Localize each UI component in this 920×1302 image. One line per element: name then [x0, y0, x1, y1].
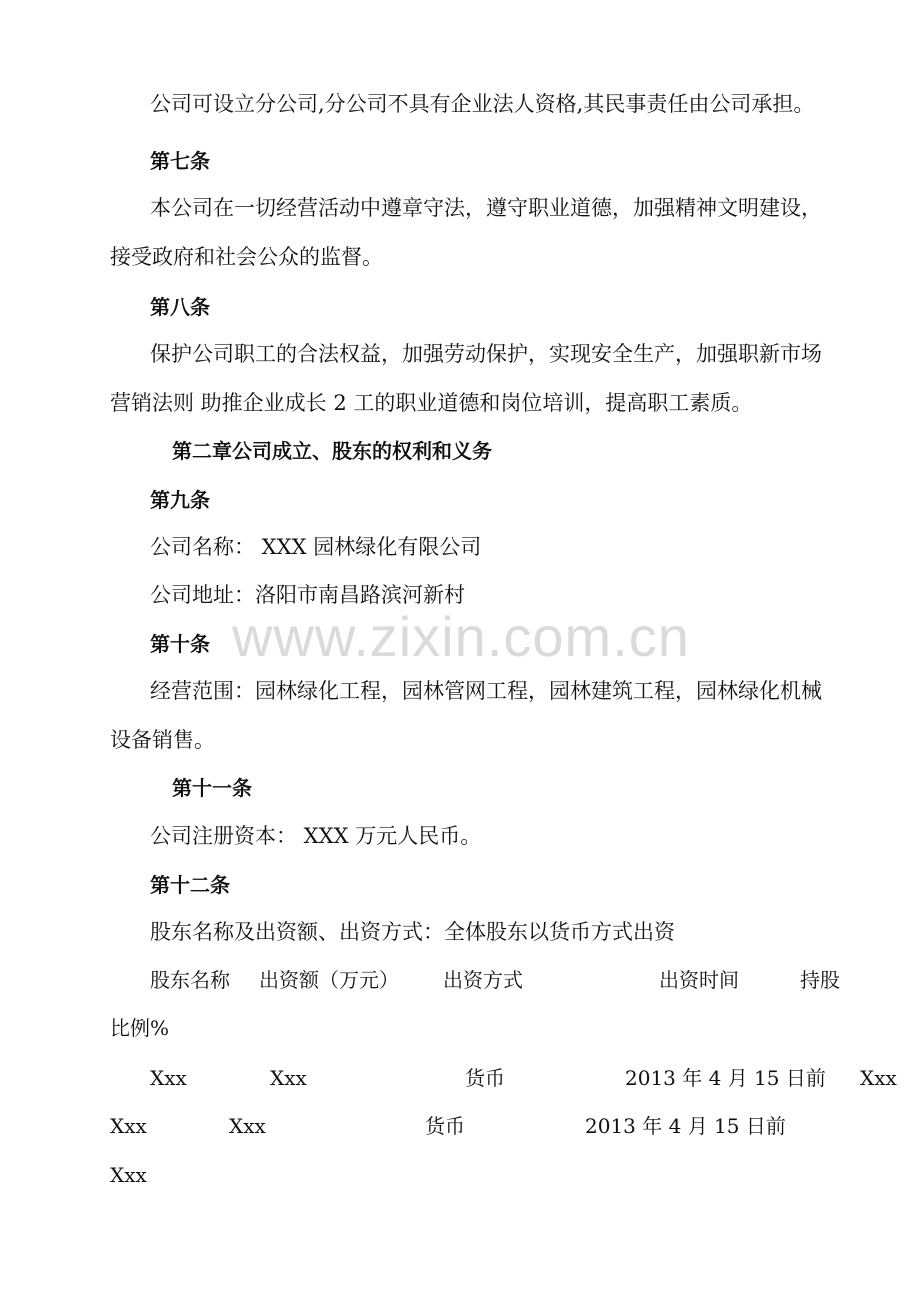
- article-11-title: 第十一条: [172, 776, 252, 800]
- article-8-line-1: 保护公司职工的合法权益，加强劳动保护，实现安全生产，加强职新市场: [150, 342, 822, 366]
- table-row-2-name: Xxx: [110, 1114, 147, 1138]
- table-header-share-wrap: 比例%: [110, 1016, 170, 1040]
- paragraph-branch-company: 公司可设立分公司,分公司不具有企业法人资格,其民事责任由公司承担。: [150, 92, 815, 116]
- table-row-1-amount: Xxx: [270, 1066, 307, 1090]
- table-row-2-time: 2013 年 4 月 15 日前: [585, 1114, 786, 1138]
- table-row-2-amount: Xxx: [229, 1114, 266, 1138]
- article-7-title: 第七条: [150, 149, 210, 173]
- watermark: www.zixin.com.cn: [232, 605, 690, 668]
- table-header-name: 股东名称: [150, 968, 230, 992]
- article-10-title: 第十条: [150, 632, 210, 656]
- registered-capital-line: 公司注册资本： XXX 万元人民币。: [150, 824, 482, 848]
- table-row-2-share: Xxx: [110, 1163, 147, 1187]
- article-8-title: 第八条: [150, 295, 210, 319]
- table-header-method: 出资方式: [443, 968, 523, 992]
- table-header-share: 持股: [800, 968, 840, 992]
- table-header-amount: 出资额（万元）: [259, 968, 399, 992]
- table-row-1-share: Xxx: [860, 1066, 897, 1090]
- article-7-line-1: 本公司在一切经营活动中遵章守法，遵守职业道德，加强精神文明建设，: [150, 196, 822, 220]
- article-7-line-2: 接受政府和社会公众的监督。: [110, 245, 383, 269]
- table-row-1-name: Xxx: [150, 1066, 187, 1090]
- company-address-line: 公司地址：洛阳市南昌路滨河新村: [150, 583, 465, 607]
- shareholder-intro-line: 股东名称及出资额、出资方式：全体股东以货币方式出资: [150, 920, 675, 944]
- company-name-line: 公司名称： XXX 园林绿化有限公司: [150, 535, 482, 559]
- business-scope-line-2: 设备销售。: [110, 728, 215, 752]
- table-header-time: 出资时间: [659, 968, 739, 992]
- article-9-title: 第九条: [150, 488, 210, 512]
- article-8-line-2: 营销法则 助推企业成长 2 工的职业道德和岗位培训，提高职工素质。: [110, 391, 753, 415]
- table-row-1-time: 2013 年 4 月 15 日前: [625, 1066, 826, 1090]
- table-row-1-method: 货币: [465, 1066, 505, 1090]
- business-scope-line-1: 经营范围：园林绿化工程，园林管网工程，园林建筑工程，园林绿化机械: [150, 679, 822, 703]
- table-row-2-method: 货币: [425, 1114, 465, 1138]
- article-12-title: 第十二条: [150, 873, 230, 897]
- chapter-2-heading: 第二章公司成立、股东的权利和义务: [172, 439, 492, 463]
